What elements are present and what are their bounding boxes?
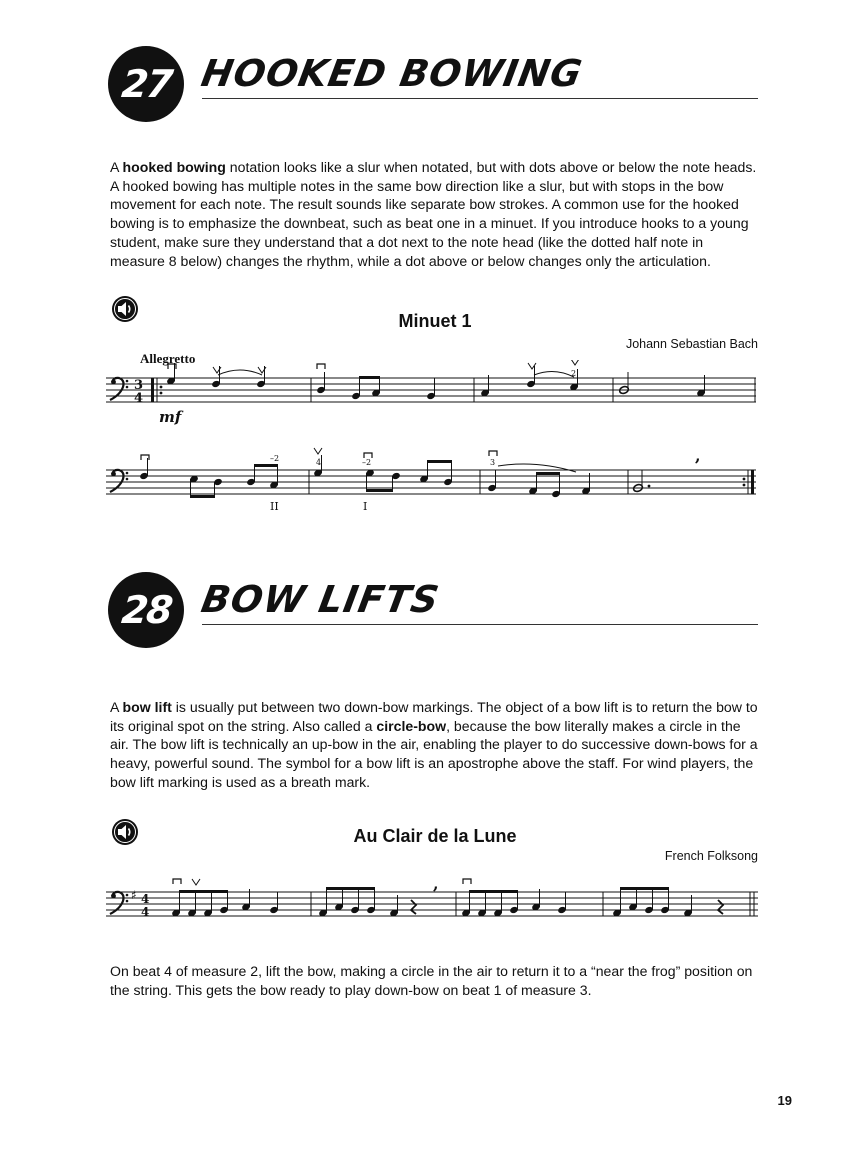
fingering: 2	[571, 369, 577, 378]
composer: Johann Sebastian Bach	[625, 337, 758, 351]
fingering: –2	[362, 458, 372, 467]
piece-title: Minuet 1	[398, 311, 472, 331]
page-number: 19	[777, 1093, 792, 1108]
svg-text:4: 4	[134, 391, 144, 406]
title-rule	[202, 624, 758, 625]
minuet-staff-line-2	[106, 442, 758, 517]
section-number-badge: 27	[108, 46, 184, 122]
string-label: II	[270, 500, 279, 513]
title-rule	[202, 98, 758, 99]
tempo-marking: Allegretto	[140, 351, 196, 366]
fingering: 4	[316, 458, 322, 467]
piece-title: Au Clair de la Lune	[353, 826, 517, 846]
hooked-bowing-paragraph: A hooked bowing notation looks like a slur when notated, but with dots above or below the note heads. A hooked bowing has multiple notes in the same bow direction like a slur, but with stops in the bow movement for each note. The result sounds like separate bow strokes. A common use for the hooked bowing is to emphasize the downbeat, such as beat one in a minuet. If you introduce hooks to a young student, make sure they understand that a dot next to the note head (like the dotted half note in measure 8 below) changes the rhythm, while a dot above or below changes only the articulation.	[110, 159, 757, 269]
svg-text:3: 3	[134, 378, 144, 393]
svg-text:,: ,	[433, 874, 439, 893]
section-27-header	[108, 46, 758, 126]
dynamic-marking: mf	[159, 408, 182, 426]
svg-text:4: 4	[141, 905, 150, 919]
section-28-header	[108, 572, 758, 652]
svg-text:4: 4	[141, 892, 150, 906]
section-number-badge: 28	[108, 572, 184, 648]
fingering: 3	[490, 458, 496, 467]
section-title: BOW LIFTS	[198, 578, 443, 621]
string-label: I	[363, 500, 368, 513]
composer: French Folksong	[664, 849, 758, 863]
minuet-staff-line-1	[106, 360, 758, 430]
fingering: –2	[270, 454, 280, 463]
bow-lift-explanation: On beat 4 of measure 2, lift the bow, making a circle in the air to return it to a “near the frog” position on the string. This gets the bow ready to play down-bow on beat 1 of measure 3.	[110, 963, 753, 998]
au-clair-staff	[106, 872, 758, 922]
svg-text:,: ,	[695, 446, 701, 465]
section-title: HOOKED BOWING	[198, 52, 586, 95]
bow-lifts-paragraph: A bow lift is usually put between two down-bow markings. The object of a bow lift is to return the bow to its original spot on the string. Also called a circle-bow, because the bow literally makes a circle in the air. The bow lift is technically an up-bow in the air, enabling the player to do successive down-bows for a heavy, powerful sound. The symbol for a bow lift is an apostrophe above the staff. For wind players, the bow lift marking is used as a breath mark.	[110, 699, 758, 790]
svg-text:♯: ♯	[131, 888, 137, 902]
